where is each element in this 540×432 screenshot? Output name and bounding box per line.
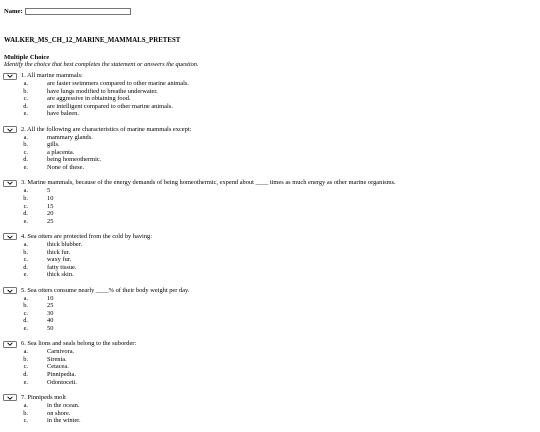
choice-text: Pinnipedia. (47, 371, 76, 379)
question-text (21, 72, 83, 80)
instructions-text: Identify the choice that best completes the statement or answers the question. (4, 61, 199, 68)
choice-text: 10 (47, 294, 54, 302)
answer-select[interactable] (3, 126, 17, 133)
choice-letter: e. (23, 164, 28, 172)
question-item (3, 394, 533, 425)
choice-row (3, 295, 533, 303)
question-prompt: Sea otters are protected from the cold by having: (27, 232, 152, 240)
choice-row (3, 264, 533, 272)
chevron-down-icon (7, 235, 13, 239)
choice-row (3, 187, 533, 195)
choice-row (3, 134, 533, 142)
answer-select[interactable] (3, 287, 17, 294)
chevron-down-icon (7, 396, 13, 400)
choice-row (3, 348, 533, 356)
choice-row (3, 302, 533, 310)
choice-letter: b. (23, 141, 28, 149)
choice-text: in the ocean. (47, 401, 80, 409)
choice-text: 50 (47, 325, 54, 332)
choice-row (3, 271, 533, 279)
choice-text: Sirenia. (47, 355, 67, 363)
choice-text: Carnivora. (47, 348, 75, 356)
choice-letter: d. (23, 263, 28, 271)
choice-letter: c. (23, 309, 28, 317)
question-header (3, 340, 533, 348)
choice-row (3, 410, 533, 418)
name-field[interactable] (25, 8, 131, 15)
choice-text: 40 (47, 317, 54, 325)
choice-text: 5 (47, 187, 51, 195)
choice-letter: c. (23, 202, 28, 210)
choice-letter: a. (23, 187, 28, 195)
answer-select[interactable] (3, 180, 17, 187)
choice-letter: c. (23, 417, 28, 425)
choice-letter: e. (23, 217, 28, 225)
choice-letter: c. (23, 95, 28, 103)
choice-text: have baleen. (47, 110, 79, 118)
question-item (3, 179, 533, 225)
question-text (21, 126, 191, 134)
choice-row (3, 88, 533, 96)
choice-text: are intelligent compared to other marine animals. (47, 102, 173, 110)
choice-row (3, 402, 533, 410)
answer-select[interactable] (3, 394, 17, 401)
question-header (3, 179, 533, 187)
choice-row (3, 310, 533, 318)
choice-text: fatty tissue. (47, 263, 77, 271)
question-header (3, 394, 533, 402)
choice-letter: b. (23, 355, 28, 363)
question-text (21, 287, 189, 295)
question-prompt: All the following are characteristics of marine mammals except: (27, 125, 192, 133)
choice-letter: b. (23, 87, 28, 95)
question-number: 3. (21, 179, 26, 187)
choice-text: thick blubber. (47, 240, 83, 248)
answer-select[interactable] (3, 233, 17, 240)
choice-text: a placenta. (47, 148, 75, 156)
name-row (4, 8, 131, 16)
question-list (3, 72, 533, 432)
choice-letter: b. (23, 409, 28, 417)
choice-text: thick skin. (47, 271, 74, 279)
choice-letter: b. (23, 194, 28, 202)
chevron-down-icon (7, 181, 13, 185)
choice-row (3, 141, 533, 149)
question-prompt: Marine mammals, because of the energy demands of being homeothermic, expend about ____ times as much energy as other marine organisms. (27, 179, 396, 187)
question-prompt: Sea lions and seals belong to the suborder: (27, 340, 137, 348)
name-label: Name: (4, 8, 23, 15)
choice-text: gills. (47, 141, 60, 149)
choice-row (3, 103, 533, 111)
choice-row (3, 356, 533, 364)
choice-letter: c. (23, 148, 28, 156)
choice-row (3, 195, 533, 203)
choice-text: 20 (47, 210, 54, 218)
choice-text: 10 (47, 194, 54, 202)
question-text (21, 340, 136, 348)
choice-row (3, 256, 533, 264)
test-title: WALKER_MS_CH_12_MARINE_MAMMALS_PRETEST (4, 37, 181, 44)
choice-letter: e. (23, 378, 28, 386)
question-number: 6. (21, 340, 26, 348)
choice-row (3, 241, 533, 249)
chevron-down-icon (7, 128, 13, 132)
choice-text: being homeothermic. (47, 156, 102, 164)
choice-row (3, 317, 533, 325)
choice-letter: a. (23, 348, 28, 356)
question-number: 2. (21, 125, 26, 133)
choice-letter: d. (23, 102, 28, 110)
question-item (3, 340, 533, 386)
choice-text: on shore. (47, 409, 71, 417)
choice-row (3, 149, 533, 157)
choice-row (3, 210, 533, 218)
question-number: 5. (21, 286, 26, 294)
choice-letter: c. (23, 256, 28, 264)
question-number: 4. (21, 232, 26, 240)
choice-letter: d. (23, 156, 28, 164)
choice-text: 30 (47, 309, 54, 317)
question-text (21, 233, 152, 241)
choice-letter: a. (23, 401, 28, 409)
answer-select[interactable] (3, 341, 17, 348)
choice-text: Odontoceti. (47, 378, 77, 386)
choice-letter: e. (23, 325, 28, 332)
choice-row (3, 110, 533, 118)
choice-letter: d. (23, 371, 28, 379)
choice-letter: d. (23, 210, 28, 218)
choice-text: mammary glands. (47, 133, 93, 141)
choice-letter: a. (23, 240, 28, 248)
choice-text: 25 (47, 302, 54, 310)
answer-select[interactable] (3, 73, 17, 80)
choice-row (3, 371, 533, 379)
question-header (3, 287, 533, 295)
question-text (21, 394, 66, 402)
choice-text: are aggressive in obtaining food. (47, 95, 131, 103)
choice-row (3, 218, 533, 226)
section-title: Multiple Choice (4, 54, 50, 61)
question-prompt: Pinnipeds molt (27, 393, 66, 401)
choice-letter: d. (23, 317, 28, 325)
question-item (3, 72, 533, 118)
question-number: 1. (21, 72, 26, 79)
question-text (21, 179, 396, 187)
choice-row (3, 379, 533, 387)
choice-row (3, 325, 533, 333)
choice-text: waxy fur. (47, 256, 72, 264)
choice-text: are faster swimmers compared to other marine animals. (47, 80, 189, 87)
question-number: 7. (21, 393, 26, 401)
choice-text: None of these. (47, 164, 85, 172)
choice-text: thick fur. (47, 248, 71, 256)
choice-row (3, 363, 533, 371)
question-prompt: Sea otters consume nearly ____% of their body weight per day. (27, 286, 190, 294)
question-item (3, 287, 533, 333)
choice-letter: a. (23, 80, 28, 87)
choice-row (3, 249, 533, 257)
question-item (3, 233, 533, 279)
question-header (3, 72, 533, 80)
choice-row (3, 95, 533, 103)
choice-text: 15 (47, 202, 54, 210)
choice-text: Cetacea. (47, 363, 69, 371)
choice-text: in the winter. (47, 417, 81, 425)
question-header (3, 233, 533, 241)
choice-letter: c. (23, 363, 28, 371)
choice-letter: b. (23, 302, 28, 310)
chevron-down-icon (7, 74, 13, 78)
choice-row (3, 203, 533, 211)
question-header (3, 126, 533, 134)
choice-letter: a. (23, 133, 28, 141)
choice-text: 25 (47, 217, 54, 225)
question-prompt: All marine mammals: (27, 72, 83, 79)
choice-letter: e. (23, 110, 28, 118)
question-item (3, 126, 533, 172)
choice-row (3, 80, 533, 88)
choice-row (3, 156, 533, 164)
choice-letter: b. (23, 248, 28, 256)
choice-letter: e. (23, 271, 28, 279)
choice-row (3, 417, 533, 425)
chevron-down-icon (7, 342, 13, 346)
choice-letter: a. (23, 294, 28, 302)
chevron-down-icon (7, 289, 13, 293)
choice-text: have lungs modified to breathe underwater. (47, 87, 158, 95)
choice-row (3, 164, 533, 172)
